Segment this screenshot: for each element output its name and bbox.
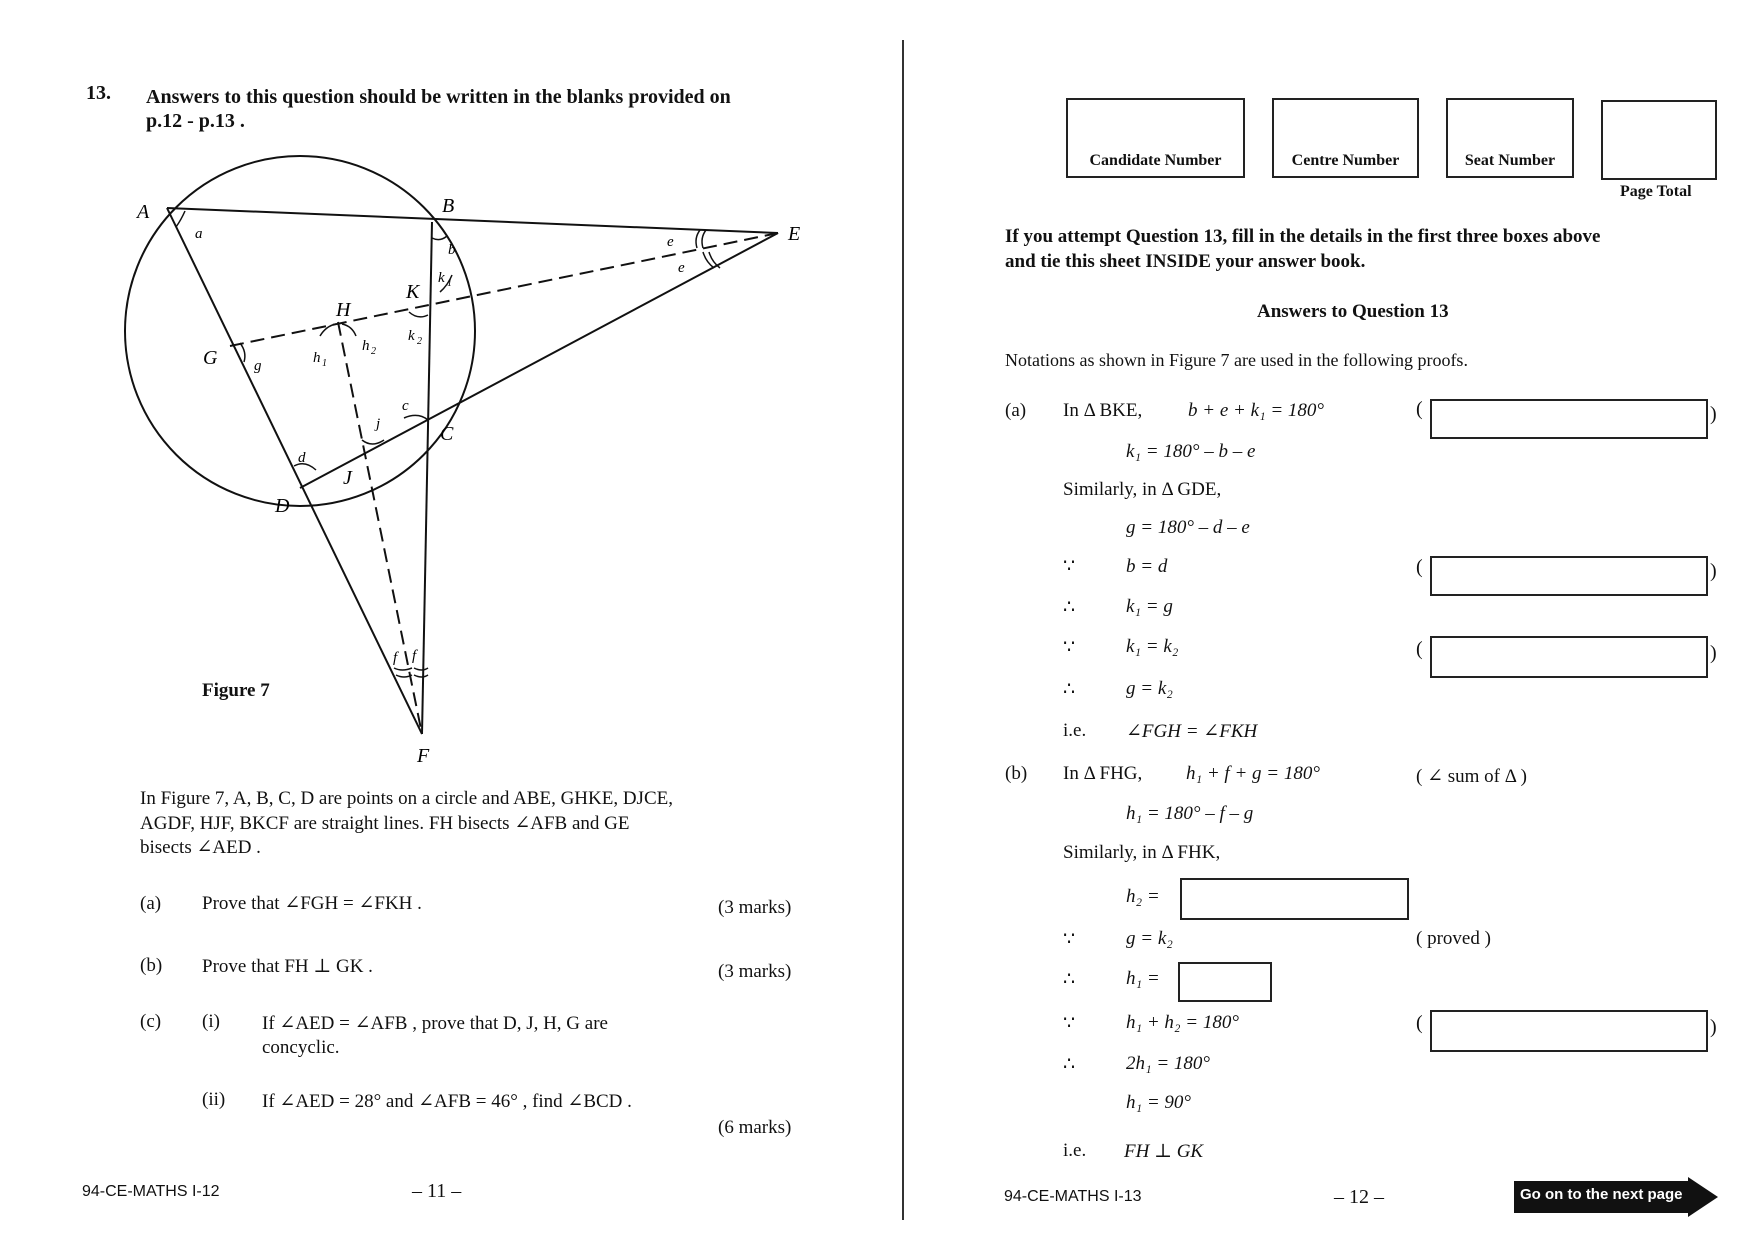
- question-intro-line1: Answers to this question should be written in the blanks provided on: [146, 86, 731, 108]
- paren-close: ): [1710, 642, 1717, 664]
- angle-label-f1: f: [393, 650, 398, 666]
- label-point-b: B: [442, 195, 455, 217]
- ie-label: i.e.: [1063, 720, 1087, 741]
- ans-b-line2: h₁ = 180° – f – g: [1126, 803, 1254, 824]
- part-b-text: Prove that FH ⊥ GK .: [202, 956, 373, 977]
- ans-a-line1-eq: b + e + k₁ = 180°: [1188, 400, 1325, 421]
- angle-label-h2: h: [362, 338, 370, 354]
- part-a-label: (a): [140, 893, 162, 914]
- reason-input-4[interactable]: [1430, 1010, 1708, 1052]
- paren-open: (: [1416, 398, 1423, 420]
- angle-label-k2-sub: 2: [417, 336, 422, 347]
- reason-input-3[interactable]: [1430, 636, 1708, 678]
- angle-label-k1: k: [438, 270, 445, 286]
- part-c-label: (c): [140, 1011, 162, 1032]
- paren-open: (: [1416, 1012, 1423, 1034]
- label-point-e: E: [788, 223, 801, 245]
- page-divider: [902, 40, 904, 1220]
- ans-a-line4: g = 180° – d – e: [1126, 517, 1250, 538]
- label-point-k: K: [406, 281, 420, 303]
- label-point-c: C: [440, 423, 454, 445]
- reason-input-1[interactable]: [1430, 399, 1708, 439]
- ans-a-line7: k₁ = k₂: [1126, 636, 1179, 657]
- label-point-d: D: [275, 495, 290, 517]
- line-abe: [167, 208, 778, 233]
- statement-line1: In Figure 7, A, B, C, D are points on a circle and ABE, GHKE, DJCE,: [140, 788, 673, 809]
- therefore-symbol: ∴: [1063, 969, 1076, 990]
- angle-label-c: c: [402, 398, 409, 414]
- ans-a-line5: b = d: [1126, 556, 1168, 577]
- ans-b-line8: 2h₁ = 180°: [1126, 1053, 1211, 1074]
- part-a-text: Prove that ∠FGH = ∠FKH .: [202, 893, 422, 914]
- ans-b-line1-eq: h₁ + f + g = 180°: [1186, 763, 1320, 784]
- paren-open: (: [1416, 556, 1423, 578]
- instruction-line2: and tie this sheet INSIDE your answer book.: [1005, 251, 1366, 272]
- page-total-label: Page Total: [1620, 183, 1692, 200]
- because-symbol: ∵: [1063, 556, 1076, 577]
- therefore-symbol: ∴: [1063, 679, 1076, 700]
- answers-heading: Answers to Question 13: [1257, 301, 1449, 322]
- h2-expression-input[interactable]: [1180, 878, 1409, 920]
- angle-label-g: g: [254, 358, 262, 374]
- line-agdf: [167, 208, 422, 734]
- line-ghke: [230, 233, 778, 346]
- part-c-i-line1: If ∠AED = ∠AFB , prove that D, J, H, G are: [262, 1013, 608, 1034]
- angle-label-a: a: [195, 226, 203, 242]
- figure-7-diagram: [0, 0, 900, 780]
- therefore-symbol: ∴: [1063, 1054, 1076, 1075]
- line-djce: [300, 233, 778, 488]
- angle-label-k2: k: [408, 328, 415, 344]
- ans-b-line3: Similarly, in Δ FHK,: [1063, 842, 1221, 863]
- left-page-number: – 11 –: [412, 1180, 462, 1202]
- right-footer-code: 94-CE-MATHS I-13: [1004, 1188, 1142, 1205]
- ans-a-line9: ∠FGH = ∠FKH: [1126, 721, 1258, 742]
- candidate-number-label: Candidate Number: [1089, 152, 1222, 169]
- next-page-banner: [1514, 1177, 1718, 1217]
- page-total-box[interactable]: [1601, 100, 1717, 180]
- angle-label-h2-sub: 2: [371, 346, 376, 357]
- label-point-f: F: [417, 745, 430, 767]
- angle-label-j: j: [376, 416, 381, 432]
- ans-b-line5-reason: ( proved ): [1416, 928, 1491, 949]
- angle-label-d: d: [298, 450, 306, 466]
- part-b-marks: (3 marks): [718, 961, 792, 982]
- ans-b-line4: h₂ =: [1126, 886, 1160, 907]
- part-c-i-line2: concyclic.: [262, 1037, 340, 1058]
- ans-a-line3: Similarly, in Δ GDE,: [1063, 479, 1222, 500]
- paren-close: ): [1710, 560, 1717, 582]
- centre-number-box[interactable]: [1272, 98, 1419, 178]
- part-b-label: (b): [140, 955, 163, 976]
- angle-label-e2: e: [678, 260, 685, 276]
- ans-a-label: (a): [1005, 400, 1027, 421]
- left-footer-code: 94-CE-MATHS I-12: [82, 1183, 220, 1200]
- ans-b-line10: FH ⊥ GK: [1124, 1141, 1204, 1162]
- angle-label-h1: h: [313, 350, 321, 366]
- angle-label-k1-sub: 1: [447, 278, 452, 289]
- ans-b-line6: h₁ =: [1126, 968, 1160, 989]
- ans-b-line9: h₁ = 90°: [1126, 1092, 1192, 1113]
- label-point-a: A: [137, 201, 150, 223]
- part-c-ii-text: If ∠AED = 28° and ∠AFB = 46° , find ∠BCD .: [262, 1091, 632, 1112]
- ans-b-line5: g = k₂: [1126, 928, 1173, 949]
- line-bkcf: [422, 222, 432, 734]
- part-c-marks: (6 marks): [718, 1117, 792, 1138]
- label-point-j: J: [343, 467, 352, 489]
- ans-b-label: (b): [1005, 763, 1028, 784]
- angle-label-e1: e: [667, 234, 674, 250]
- figure-caption: Figure 7: [202, 680, 270, 701]
- part-c-ii-label: (ii): [202, 1089, 226, 1110]
- paren-close: ): [1710, 403, 1717, 425]
- therefore-symbol: ∴: [1063, 597, 1076, 618]
- question-intro-line2: p.12 - p.13 .: [146, 110, 245, 132]
- statement-line2: AGDF, HJF, BKCF are straight lines. FH bisects ∠AFB and GE: [140, 813, 630, 834]
- reason-input-2[interactable]: [1430, 556, 1708, 596]
- ie-label: i.e.: [1063, 1140, 1087, 1161]
- because-symbol: ∵: [1063, 1013, 1076, 1034]
- label-point-h: H: [336, 299, 351, 321]
- instruction-line1: If you attempt Question 13, fill in the details in the first three boxes above: [1005, 226, 1601, 247]
- ans-b-line1-pre: In Δ FHG,: [1063, 763, 1143, 784]
- question-number: 13.: [86, 82, 111, 104]
- statement-line3: bisects ∠AED .: [140, 837, 261, 858]
- part-c-i-label: (i): [202, 1011, 220, 1032]
- line-hjf: [338, 322, 422, 734]
- seat-number-label: Seat Number: [1464, 152, 1556, 169]
- because-symbol: ∵: [1063, 637, 1076, 658]
- ans-a-line8: g = k₂: [1126, 678, 1173, 699]
- angle-label-h1-sub: 1: [322, 358, 327, 369]
- angle-label-b: b: [448, 242, 456, 258]
- paren-open: (: [1416, 638, 1423, 660]
- ans-b-line1-reason: ( ∠ sum of Δ ): [1416, 766, 1527, 787]
- label-point-g: G: [203, 347, 218, 369]
- angle-label-f2: f: [412, 648, 417, 664]
- part-a-marks: (3 marks): [718, 897, 792, 918]
- h1-expression-input[interactable]: [1178, 962, 1272, 1002]
- ans-a-line6: k₁ = g: [1126, 596, 1173, 617]
- seat-number-box[interactable]: [1446, 98, 1574, 178]
- ans-b-line7: h₁ + h₂ = 180°: [1126, 1012, 1239, 1033]
- centre-number-label: Centre Number: [1291, 152, 1400, 169]
- next-page-label: Go on to the next page: [1520, 1186, 1683, 1203]
- paren-close: ): [1710, 1016, 1717, 1038]
- ans-a-line1-pre: In Δ BKE,: [1063, 400, 1143, 421]
- candidate-number-box[interactable]: [1066, 98, 1245, 178]
- right-page-number: – 12 –: [1334, 1186, 1384, 1208]
- because-symbol: ∵: [1063, 929, 1076, 950]
- ans-a-line2: k₁ = 180° – b – e: [1126, 441, 1256, 462]
- notations-line: Notations as shown in Figure 7 are used in the following proofs.: [1005, 350, 1468, 370]
